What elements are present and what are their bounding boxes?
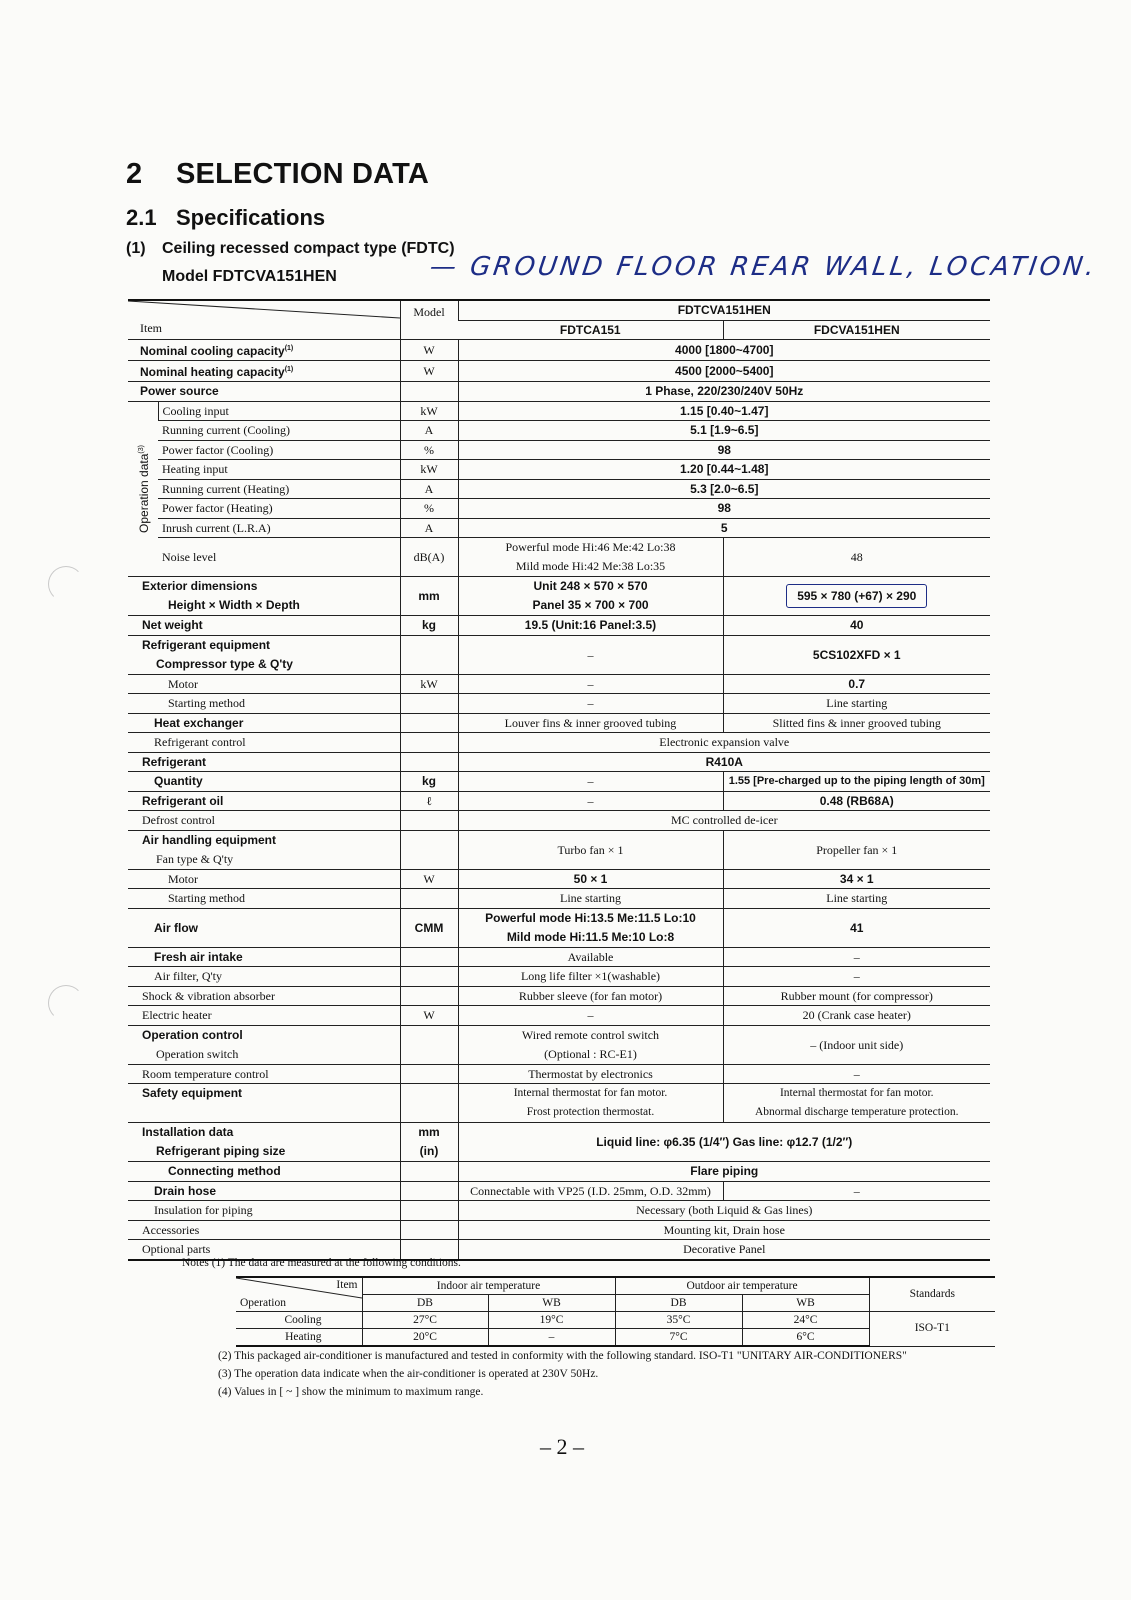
header-item: Item xyxy=(140,321,162,335)
footnote-3: (3) The operation data indicate when the air-conditioner is operated at 230V 50Hz. xyxy=(218,1368,599,1380)
table-row: Drain hose Connectable with VP25 (I.D. 25mm, O.D. 32mm) – xyxy=(128,1181,990,1201)
table-row: Defrost control MC controlled de-icer xyxy=(128,811,990,831)
table-row: Refrigerant R410A xyxy=(128,752,990,772)
table-row: Starting method – Line starting xyxy=(128,694,990,714)
table-row: Accessories Mounting kit, Drain hose xyxy=(128,1220,990,1240)
table-row: Air handling equipment Fan type & Q'ty Turbo fan × 1 Propeller fan × 1 xyxy=(128,830,990,869)
table-row: Operation control Operation switch Wired remote control switch (Optional : RC-E1) – (Indoor unit side) xyxy=(128,1025,990,1064)
table-row: Refrigerant control Electronic expansion valve xyxy=(128,733,990,753)
header-outdoor-model: FDCVA151HEN xyxy=(723,320,990,340)
diagonal-divider xyxy=(128,301,400,338)
punch-hole-bottom xyxy=(48,985,84,1021)
model-line: Model FDTCVA151HEN xyxy=(162,268,337,285)
header-indoor-model: FDTCA151 xyxy=(458,320,723,340)
table-row: Connecting method Flare piping xyxy=(128,1162,990,1182)
table-row: Air flow CMM Powerful mode Hi:13.5 Me:11.5 Lo:10 Mild mode Hi:11.5 Me:10 Lo:8 41 xyxy=(128,908,990,947)
unit-type-heading: (1) Ceiling recessed compact type (FDTC) xyxy=(126,240,455,257)
header-model: Model xyxy=(400,300,458,340)
measurement-conditions-table: Item Operation Indoor air temperature Outdoor air temperature Standards DB WB DB WB Cooling 27°C 19°C 35°C 24°C ISO-T1 Heating 20°C – 7°C 6°C xyxy=(236,1276,995,1347)
table-row: Optional parts Decorative Panel xyxy=(128,1240,990,1260)
notes-intro: Notes (1) The data are measured at the following conditions. xyxy=(182,1257,461,1269)
table-row: Nominal heating capacity$^{(1)}$ W 4500 [2000~5400] xyxy=(128,361,990,382)
table-row: Running current (Cooling) A 5.1 [1.9~6.5] xyxy=(128,421,990,441)
table-row: Starting method Line starting Line starting xyxy=(128,889,990,909)
operation-data-label: Operation data$^{(3)}$ xyxy=(128,401,158,577)
item-model-header xyxy=(128,300,400,340)
table-row: Motor kW – 0.7 xyxy=(128,674,990,694)
table-row: Power factor (Cooling) % 98 xyxy=(128,440,990,460)
table-row: Motor W 50 × 1 34 × 1 xyxy=(128,869,990,889)
table-row: Electric heater W – 20 (Crank case heater) xyxy=(128,1006,990,1026)
table-row: Operation data$^{(3)}$ Cooling input kW 1.15 [0.40~1.47] xyxy=(128,401,990,421)
header-combo-model: FDTCVA151HEN xyxy=(458,300,990,320)
table-row: Room temperature control Thermostat by electronics – xyxy=(128,1064,990,1084)
table-row: Power source 1 Phase, 220/230/240V 50Hz xyxy=(128,382,990,402)
table-row: Insulation for piping Necessary (both Liquid & Gas lines) xyxy=(128,1201,990,1221)
table-row: Quantity kg – 1.55 [Pre-charged up to the piping length of 30m] xyxy=(128,772,990,792)
table-row: Installation data Refrigerant piping size mm (in) Liquid line: φ6.35 (1/4″) Gas line: φ12.7 (1/2″) xyxy=(128,1123,990,1162)
table-row: Heating input kW 1.20 [0.44~1.48] xyxy=(128,460,990,480)
table-row: Fresh air intake Available – xyxy=(128,947,990,967)
table-row: Inrush current (L.R.A) A 5 xyxy=(128,518,990,538)
table-row: Refrigerant equipment Compressor type & Q'ty – 5CS102XFD × 1 xyxy=(128,635,990,674)
table-row: Running current (Heating) A 5.3 [2.0~6.5] xyxy=(128,479,990,499)
table-row: Air filter, Q'ty Long life filter ×1(washable) – xyxy=(128,967,990,987)
punch-hole-top xyxy=(48,566,84,602)
dimensions-highlight-box: 595 × 780 (+67) × 290 xyxy=(786,584,927,608)
footnote-2: (2) This packaged air-conditioner is manufactured and tested in conformity with the following standard. ISO-T1 "UNITARY AIR-CONDITIONERS" xyxy=(218,1350,907,1362)
table-row: Power factor (Heating) % 98 xyxy=(128,499,990,519)
table-row: Shock & vibration absorber Rubber sleeve (for fan motor) Rubber mount (for compressor) xyxy=(128,986,990,1006)
table-row: Exterior dimensions Height × Width × Depth mm Unit 248 × 570 × 570 Panel 35 × 700 × 700 595 × 780 (+67) × 290 xyxy=(128,577,990,616)
table-row: Net weight kg 19.5 (Unit:16 Panel:3.5) 40 xyxy=(128,616,990,636)
page-number: – 2 – xyxy=(540,1434,584,1459)
handwritten-note: — GROUND FLOOR REAR WALL, LOCATION. xyxy=(427,252,1099,282)
footnote-4: (4) Values in [ ~ ] show the minimum to maximum range. xyxy=(218,1386,484,1398)
table-row: Refrigerant oil ℓ – 0.48 (RB68A) xyxy=(128,791,990,811)
table-header-row xyxy=(128,300,990,320)
specification-table xyxy=(128,299,990,1261)
table-row: Noise level dB(A) Powerful mode Hi:46 Me:42 Lo:38 Mild mode Hi:42 Me:38 Lo:35 48 xyxy=(128,538,990,577)
section-heading: 2 SELECTION DATA xyxy=(126,158,430,190)
item-operation-header: Item Operation xyxy=(236,1277,362,1312)
table-row: Safety equipment Internal thermostat for fan motor. Frost protection thermostat. Internal thermostat for fan motor. Abnormal discharge temperature protection. xyxy=(128,1084,990,1123)
table-row: Nominal cooling capacity$^{(1)}$ W 4000 [1800~4700] xyxy=(128,340,990,361)
subsection-heading: 2.1 Specifications xyxy=(126,205,326,230)
table-row: Heat exchanger Louver fins & inner grooved tubing Slitted fins & inner grooved tubing xyxy=(128,713,990,733)
